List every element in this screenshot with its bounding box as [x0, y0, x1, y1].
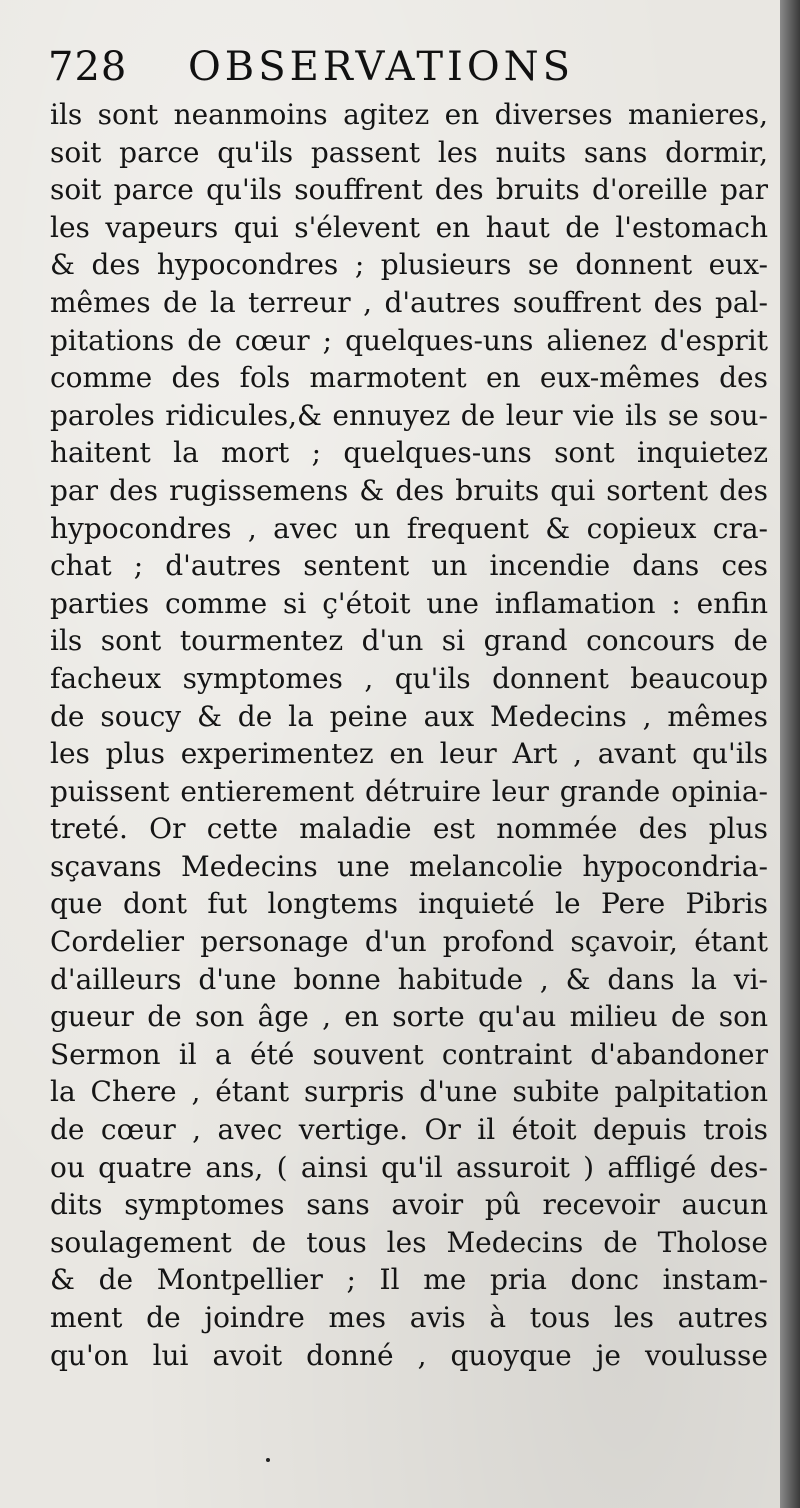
text-line: parties comme si ç'étoit une inflamation : enfin	[50, 586, 768, 620]
text-line: par des rugissemens & des bruits qui sortent des	[50, 473, 768, 507]
text-line: ou quatre ans, ( ainsi qu'il assuroit ) affligé des-	[50, 1150, 768, 1184]
text-line: ment de joindre mes avis à tous les autres	[50, 1301, 768, 1334]
text-line: mêmes de la terreur , d'autres souffrent des pal-	[50, 285, 768, 319]
page-number: 728	[48, 44, 128, 90]
running-head: OBSERVATIONS	[188, 44, 575, 90]
text-line: Cordelier personage d'un profond sçavoir, étant	[50, 925, 768, 959]
text-line: & des hypocondres ; plusieurs se donnent eux-	[50, 248, 768, 282]
text-line: chat ; d'autres sentent un incendie dans ces	[50, 549, 768, 583]
text-line: ils sont tourmentez d'un si grand concours de	[50, 624, 768, 658]
text-line: sçavans Medecins une melancolie hypocondria-	[50, 849, 768, 883]
body-text	[50, 96, 768, 1374]
text-line: ils sont neanmoins agitez en diverses manieres,	[50, 98, 768, 131]
text-line: les vapeurs qui s'élevent en haut de l'estomach	[50, 210, 768, 244]
text-line: comme des fols marmotent en eux-mêmes des	[50, 361, 768, 395]
text-line: puissent entierement détruire leur grande opinia-	[50, 774, 768, 808]
text-line: paroles ridicules,& ennuyez de leur vie ils se sou-	[50, 398, 768, 432]
text-line: haitent la mort ; quelques-uns sont inquietez	[50, 436, 768, 470]
book-gutter	[780, 0, 800, 1508]
page-header	[48, 42, 768, 98]
text-line: Sermon il a été souvent contraint d'abandoner	[50, 1037, 768, 1071]
text-line: soulagement de tous les Medecins de Tholose	[50, 1225, 768, 1259]
ink-mark	[266, 1458, 270, 1462]
text-line: pitations de cœur ; quelques-uns alienez d'esprit	[50, 323, 768, 357]
text-line: gueur de son âge , en sorte qu'au milieu de son	[50, 1000, 768, 1034]
text-line: facheux symptomes , qu'ils donnent beaucoup	[50, 661, 768, 695]
text-line: la Chere , étant surpris d'une subite palpitation	[50, 1075, 768, 1109]
text-line: soit parce qu'ils souffrent des bruits d'oreille par	[50, 173, 768, 207]
text-line: qu'on lui avoit donné , quoyque je voulusse	[50, 1338, 768, 1372]
text-line: de soucy & de la peine aux Medecins , mêmes	[50, 699, 768, 733]
text-line: que dont fut longtems inquieté le Pere Pibris	[50, 887, 768, 921]
text-line: d'ailleurs d'une bonne habitude , & dans la vi-	[50, 962, 768, 996]
text-line: hypocondres , avec un frequent & copieux cra-	[50, 511, 768, 545]
text-line: dits symptomes sans avoir pû recevoir aucun	[50, 1188, 768, 1222]
text-line: de cœur , avec vertige. Or il étoit depuis trois	[50, 1113, 768, 1147]
text-line: les plus experimentez en leur Art , avant qu'ils	[50, 737, 768, 771]
text-line: soit parce qu'ils passent les nuits sans dormir,	[50, 135, 768, 169]
text-line: & de Montpellier ; Il me pria donc instam-	[50, 1263, 768, 1297]
text-line: treté. Or cette maladie est nommée des plus	[50, 812, 768, 846]
